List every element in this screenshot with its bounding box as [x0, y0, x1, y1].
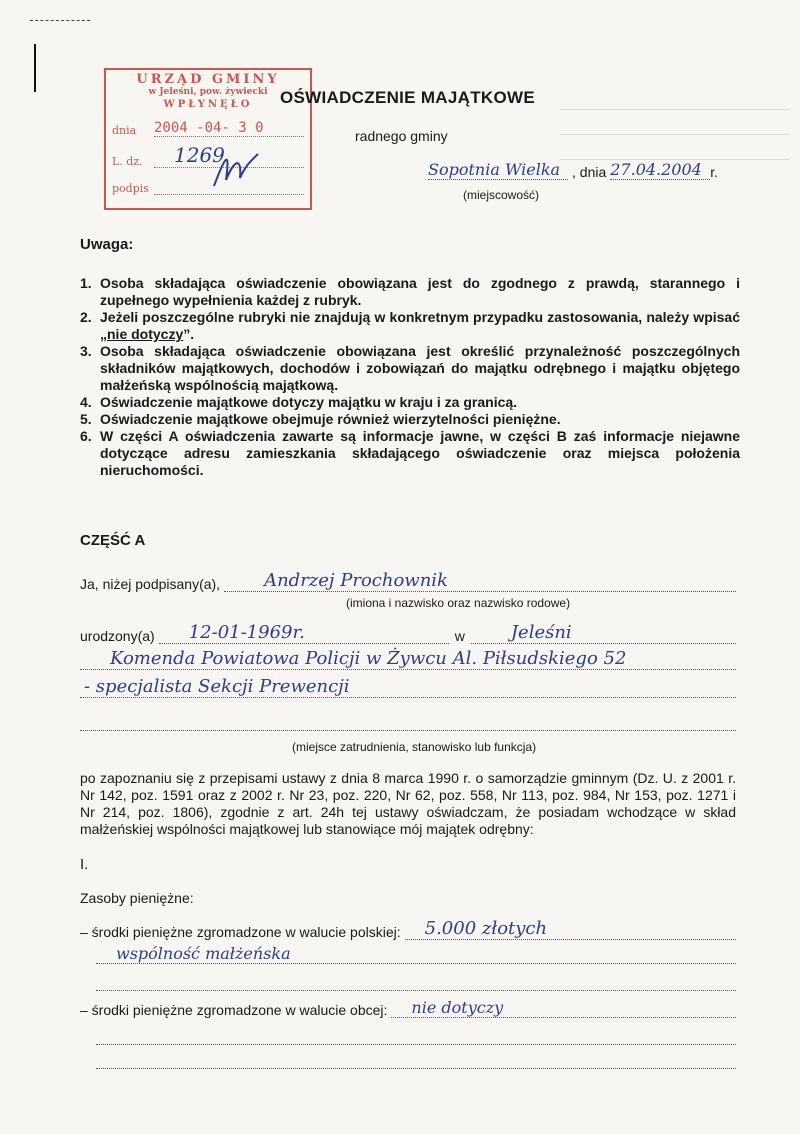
scan-edge-dash	[30, 20, 90, 21]
cash-foreign-label: – środki pieniężne zgromadzone w walucie obcej:	[80, 1002, 388, 1018]
employment-line-1: Komenda Powiatowa Policji w Żywcu Al. Piłsudskiego 52	[80, 648, 736, 670]
declarant-name-caption: (imiona i nazwisko oraz nazwisko rodowe)	[346, 596, 571, 610]
cash-pln-blank-line	[96, 974, 736, 991]
notice-item: 4. Oświadczenie majątkowe dotyczy majątku w kraju i za granicą.	[80, 394, 518, 410]
birth-line	[80, 622, 736, 644]
date-value: 27.04.2004	[610, 160, 710, 180]
place-date-line	[428, 160, 728, 180]
notice-item: 1. Osoba składająca oświadczenie obowiązana jest do zgodnego z prawdą, starannego i zupełnego wypełnienia każdej z rubryk.	[80, 275, 740, 308]
stamp-ldz-label: L. dz.	[112, 155, 143, 168]
scan-edge-mark	[34, 44, 36, 92]
cash-pln-line	[80, 918, 736, 940]
nie-dotyczy-emphasis: nie dotyczy	[107, 326, 184, 342]
notice-item: 6. W części A oświadczenia zawarte są informacje jawne, w części B zaś informacje niejawne dotyczące adresu zamieszkania składającego oświadczenie oraz miejsca położenia nieruchomości.	[80, 428, 740, 478]
birth-date-value: 12-01-1969r.	[159, 622, 449, 644]
declarant-name-value: Andrzej Prochownik	[224, 570, 736, 592]
stamp-signature-label: podpis	[112, 182, 149, 195]
cash-foreign-blank-line-1	[96, 1030, 736, 1045]
bleed-through-text	[560, 95, 790, 170]
stamp-location: w Jeleśni, pow. żywiecki	[148, 87, 268, 97]
section-a-heading: CZĘŚĆ A	[80, 532, 146, 549]
cash-foreign-value: nie dotyczy	[391, 998, 736, 1018]
notice-item: 2. Jeżeli poszczególne rubryki nie znajdują w konkretnym przypadku zastosowania, należy wpisać „nie dotyczy”.	[80, 309, 740, 342]
stamp-office: URZĄD GMINY	[136, 72, 280, 87]
notice-item: 3. Osoba składająca oświadczenie obowiązana jest określić przynależność poszczególnych składników majątkowych, dochodów i zobowiązań do majątku odrębnego i majątku objętego małżeńską wspólnością majątkową.	[80, 343, 740, 393]
stamp-date-label: dnia	[112, 124, 137, 137]
employment-line-2: - specjalista Sekcji Prewencji	[80, 676, 736, 698]
stamp-received: WPŁYNĘŁO	[163, 99, 253, 110]
declarant-name-line	[80, 570, 736, 592]
stamp-signature	[204, 150, 264, 190]
employment-line-3	[80, 712, 736, 731]
birth-place-label: w	[454, 628, 465, 644]
place-value: Sopotnia Wielka	[428, 160, 568, 180]
cash-pln-note: wspólność małżeńska	[96, 944, 736, 964]
declaration-text: po zapoznaniu się z przepisami ustawy z dnia 8 marca 1990 r. o samorządzie gminnym (Dz. U. z 2001 r. Nr 142, poz. 1591 oraz z 2002 r. Nr 23, poz. 220, Nr 62, poz. 558, Nr 113, poz. 984, Nr 153, poz. 1271 i Nr 214, poz. 1806), zgodnie z art. 24h tej ustawy oświadczam, że posiadam wchodzące w skład małżeńskiej wspólności majątkowej lub stanowiące mój majątek odrębny:	[80, 770, 736, 837]
employment-caption: (miejsce zatrudnienia, stanowisko lub funkcja)	[292, 740, 537, 754]
notice-heading: Uwaga:	[80, 236, 134, 253]
section-1-numeral: I.	[80, 856, 89, 873]
cash-foreign-line	[80, 998, 736, 1018]
stamp-ldz-value: 1269	[154, 143, 304, 168]
notice-item: 5. Oświadczenie majątkowe obejmuje również wierzytelności pieniężne.	[80, 411, 561, 427]
birth-label: urodzony(a)	[80, 628, 155, 644]
date-suffix: r.	[710, 164, 719, 180]
notice-list	[80, 275, 740, 479]
section-1-heading: Zasoby pieniężne:	[80, 890, 194, 906]
page-title: OŚWIADCZENIE MAJĄTKOWE	[280, 88, 535, 107]
place-date-connector: , dnia	[572, 164, 607, 180]
cash-pln-value: 5.000 złotych	[405, 918, 736, 940]
birth-place-value: Jeleśni	[471, 622, 736, 644]
page-subtitle: radnego gminy	[355, 128, 448, 144]
place-caption: (miejscowość)	[463, 188, 540, 202]
cash-foreign-blank-line-2	[96, 1054, 736, 1069]
cash-pln-label: – środki pieniężne zgromadzone w walucie polskiej:	[80, 924, 401, 940]
stamp-date-value: 2004 -04- 3 0	[154, 120, 304, 137]
declarant-label: Ja, niżej podpisany(a),	[80, 576, 221, 592]
